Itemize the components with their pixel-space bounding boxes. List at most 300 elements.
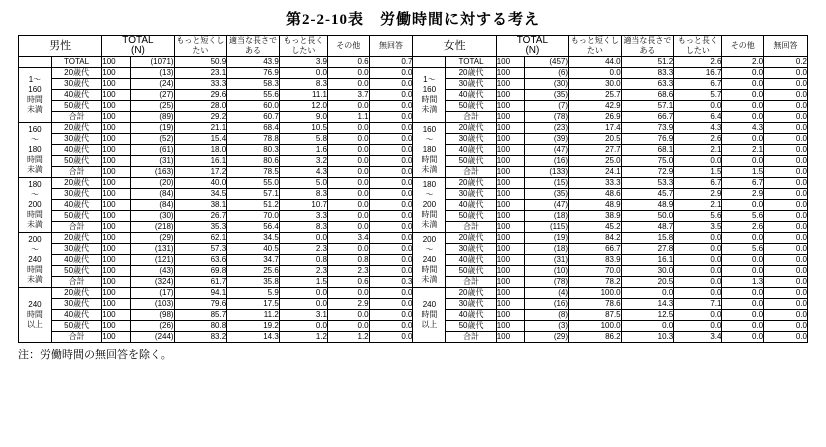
row-value-f-3: 0.0 [722,156,764,167]
row-base-100: 100 [102,266,130,277]
row-value-1: 55.0 [227,178,280,189]
row-value-f-2: 6.4 [674,112,722,123]
row-base-100: 100 [102,310,130,321]
row-value-f-3: 0.0 [722,90,764,101]
row-value-f-4: 0.0 [764,332,808,343]
row-sample-n-f: (16) [525,156,569,167]
row-value-2: 10.5 [279,123,327,134]
row-group-label: 1～ 160 時間 未満 [19,68,52,123]
header-total-label: TOTAL [122,35,154,46]
row-value-f-1: 16.1 [621,255,674,266]
header-male-noanswer: 無回答 [369,36,413,57]
row-value-f-3: 0.0 [722,332,764,343]
header-female-noanswer: 無回答 [764,36,808,57]
row-value-f-4: 0.0 [764,112,808,123]
table-note: 注：労働時間の無回答を除く。 [18,349,172,361]
row-value-3: 0.8 [327,255,369,266]
row-age-label: 30歳代 [51,244,101,255]
row-value-f-4: 0.0 [764,101,808,112]
row-value-4: 0.0 [369,211,413,222]
row-age-label-f: 50歳代 [446,321,496,332]
row-value-f-4: 0.0 [764,222,808,233]
row-value-f-1: 20.5 [621,277,674,288]
row-value-1: 55.6 [227,90,280,101]
row-base-100: 100 [102,57,130,68]
row-value-f-2: 2.6 [674,134,722,145]
row-base-100-f: 100 [496,288,524,299]
row-value-1: 78.8 [227,134,280,145]
row-value-1: 35.8 [227,277,280,288]
row-value-f-2: 7.1 [674,299,722,310]
row-base-100: 100 [102,123,130,134]
row-value-0: 33.3 [174,79,227,90]
row-value-3: 0.0 [327,200,369,211]
row-value-f-2: 0.0 [674,266,722,277]
row-sample-n: (13) [130,68,174,79]
header-total-n-f: (N) [525,45,540,56]
row-value-1: 14.3 [227,332,280,343]
row-value-f-4: 0.0 [764,233,808,244]
row-value-0: 18.0 [174,145,227,156]
row-base-100: 100 [102,178,130,189]
header-male-other: その他 [327,36,369,57]
row-value-f-1: 48.7 [621,222,674,233]
row-age-label-f: 30歳代 [446,299,496,310]
row-value-f-4: 0.0 [764,145,808,156]
row-base-100-f: 100 [496,145,524,156]
row-value-1: 80.6 [227,156,280,167]
row-value-f-0: 86.2 [569,332,622,343]
row-age-label: TOTAL [51,57,101,68]
row-sample-n: (30) [130,211,174,222]
row-age-label: 20歳代 [51,68,101,79]
row-value-f-3: 0.0 [722,266,764,277]
row-value-f-4: 0.0 [764,90,808,101]
row-sample-n-f: (47) [525,200,569,211]
row-value-f-1: 50.0 [621,211,674,222]
row-age-label: 合計 [51,277,101,288]
row-value-1: 68.4 [227,123,280,134]
row-sample-n-f: (10) [525,266,569,277]
row-value-f-3: 4.3 [722,123,764,134]
row-value-4: 0.0 [369,332,413,343]
row-value-3: 3.4 [327,233,369,244]
row-age-label: 50歳代 [51,211,101,222]
row-value-1: 57.1 [227,189,280,200]
row-value-f-0: 83.9 [569,255,622,266]
row-value-3: 0.0 [327,222,369,233]
row-value-2: 5.0 [279,178,327,189]
row-value-0: 94.1 [174,288,227,299]
row-value-1: 60.7 [227,112,280,123]
row-base-100-f: 100 [496,266,524,277]
row-sample-n: (131) [130,244,174,255]
row-value-1: 17.5 [227,299,280,310]
row-sample-n-f: (133) [525,167,569,178]
row-value-f-0: 70.0 [569,266,622,277]
row-value-2: 3.3 [279,211,327,222]
header-male-longer: もっと長くしたい [279,36,327,57]
row-value-4: 0.0 [369,310,413,321]
row-value-f-4: 0.0 [764,200,808,211]
row-group-label-female: 1～ 160 時間 未満 [413,68,446,123]
row-value-f-2: 3.4 [674,332,722,343]
row-value-4: 0.0 [369,178,413,189]
row-value-f-3: 0.0 [722,288,764,299]
row-age-label-f: 20歳代 [446,233,496,244]
row-value-f-2: 2.1 [674,200,722,211]
row-value-f-1: 72.9 [621,167,674,178]
row-sample-n: (17) [130,288,174,299]
row-value-0: 61.7 [174,277,227,288]
row-value-2: 0.0 [279,299,327,310]
row-base-100-f: 100 [496,310,524,321]
row-sample-n: (84) [130,200,174,211]
row-value-3: 0.0 [327,123,369,134]
row-value-f-0: 25.7 [569,90,622,101]
table-row [19,123,808,134]
row-base-100-f: 100 [496,189,524,200]
row-age-label: 40歳代 [51,90,101,101]
header-female-adequate: 適当な長さである [621,36,674,57]
row-value-2: 2.3 [279,266,327,277]
row-age-label-f: 50歳代 [446,211,496,222]
row-value-2: 1.6 [279,145,327,156]
row-value-f-3: 0.0 [722,134,764,145]
page-title: 第2-2-10表 労働時間に対する考え [286,12,540,28]
table-row [19,68,808,79]
row-value-3: 2.9 [327,299,369,310]
row-value-0: 35.3 [174,222,227,233]
row-value-f-3: 0.0 [722,101,764,112]
row-group-label: 180 ～ 200 時間 未満 [19,178,52,233]
row-value-f-0: 25.0 [569,156,622,167]
row-base-100: 100 [102,222,130,233]
row-value-1: 34.7 [227,255,280,266]
row-value-f-3: 2.9 [722,189,764,200]
row-value-f-2: 4.3 [674,123,722,134]
row-value-2: 0.0 [279,288,327,299]
table-header [19,36,808,57]
row-sample-n-f: (115) [525,222,569,233]
row-value-f-1: 68.1 [621,145,674,156]
row-sample-n-f: (18) [525,244,569,255]
row-value-2: 12.0 [279,101,327,112]
row-value-f-3: 0.0 [722,255,764,266]
row-value-2: 8.3 [279,189,327,200]
row-sample-n-f: (6) [525,68,569,79]
table-body [19,57,808,343]
row-value-f-1: 51.2 [621,57,674,68]
row-value-4: 0.0 [369,222,413,233]
row-base-100-f: 100 [496,332,524,343]
row-value-3: 0.0 [327,68,369,79]
row-value-f-0: 42.9 [569,101,622,112]
row-value-4: 0.3 [369,277,413,288]
row-age-label-f: 20歳代 [446,288,496,299]
row-base-100-f: 100 [496,299,524,310]
row-value-f-0: 44.0 [569,57,622,68]
row-base-100: 100 [102,299,130,310]
row-value-2: 3.2 [279,156,327,167]
row-value-f-1: 63.3 [621,79,674,90]
row-age-label-f: 20歳代 [446,123,496,134]
row-value-0: 57.3 [174,244,227,255]
row-age-label-f: 30歳代 [446,79,496,90]
row-value-4: 0.0 [369,266,413,277]
row-value-3: 1.2 [327,332,369,343]
row-sample-n: (31) [130,156,174,167]
row-sample-n: (324) [130,277,174,288]
row-value-f-2: 5.6 [674,211,722,222]
row-value-f-3: 2.0 [722,57,764,68]
row-age-label-f: 40歳代 [446,90,496,101]
row-age-label-f: 20歳代 [446,178,496,189]
row-sample-n: (24) [130,79,174,90]
row-value-f-0: 48.6 [569,189,622,200]
row-base-100: 100 [102,167,130,178]
row-value-f-2: 0.0 [674,321,722,332]
row-sample-n-f: (3) [525,321,569,332]
row-group-label-female: 180 ～ 200 時間 未満 [413,178,446,233]
row-sample-n-f: (23) [525,123,569,134]
row-base-100-f: 100 [496,222,524,233]
row-value-0: 29.6 [174,90,227,101]
row-value-3: 1.1 [327,112,369,123]
row-sample-n-f: (30) [525,79,569,90]
row-group-label: 160 ～ 180 時間 未満 [19,123,52,178]
row-sample-n-f: (39) [525,134,569,145]
row-value-f-2: 6.7 [674,79,722,90]
row-age-label-f: 合計 [446,112,496,123]
row-value-4: 0.0 [369,288,413,299]
row-base-100: 100 [102,68,130,79]
row-sample-n-f: (4) [525,288,569,299]
row-value-0: 29.2 [174,112,227,123]
row-value-1: 51.2 [227,200,280,211]
row-value-3: 0.0 [327,101,369,112]
row-value-f-2: 0.0 [674,156,722,167]
row-value-f-0: 0.0 [569,68,622,79]
row-sample-n: (121) [130,255,174,266]
row-age-label-f: 40歳代 [446,310,496,321]
row-value-f-4: 0.0 [764,79,808,90]
row-value-0: 40.0 [174,178,227,189]
header-female-total [496,36,568,57]
row-value-1: 19.2 [227,321,280,332]
row-value-1: 11.2 [227,310,280,321]
row-sample-n-f: (31) [525,255,569,266]
row-value-3: 0.0 [327,145,369,156]
row-age-label: 30歳代 [51,299,101,310]
row-value-3: 0.0 [327,288,369,299]
header-male: 男性 [19,36,102,57]
row-age-label: 50歳代 [51,101,101,112]
row-sample-n: (26) [130,321,174,332]
row-group-label: 240 時間 以上 [19,288,52,343]
header-male-shorter: もっと短くしたい [174,36,227,57]
row-value-f-4: 0.0 [764,167,808,178]
row-value-f-1: 12.5 [621,310,674,321]
row-value-f-3: 0.0 [722,79,764,90]
row-value-f-3: 2.1 [722,145,764,156]
row-age-label-f: 40歳代 [446,145,496,156]
header-female-longer: もっと長くしたい [674,36,722,57]
row-base-100: 100 [102,321,130,332]
row-age-label: 30歳代 [51,134,101,145]
row-value-1: 80.3 [227,145,280,156]
row-age-label: 合計 [51,167,101,178]
row-base-100: 100 [102,189,130,200]
row-sample-n-f: (29) [525,332,569,343]
row-sample-n: (218) [130,222,174,233]
row-value-3: 0.6 [327,277,369,288]
row-base-100-f: 100 [496,233,524,244]
row-value-f-3: 1.5 [722,167,764,178]
row-age-label-f: 50歳代 [446,101,496,112]
row-sample-n: (244) [130,332,174,343]
row-value-0: 80.8 [174,321,227,332]
row-value-0: 17.2 [174,167,227,178]
row-value-f-4: 0.0 [764,156,808,167]
row-age-label-f: 40歳代 [446,200,496,211]
row-age-label: 40歳代 [51,310,101,321]
row-age-label-f: 50歳代 [446,156,496,167]
work-hours-table [18,35,808,343]
row-value-f-1: 0.0 [621,321,674,332]
row-value-f-4: 0.0 [764,288,808,299]
row-sample-n-f: (15) [525,178,569,189]
row-base-100-f: 100 [496,57,524,68]
row-sample-n: (29) [130,233,174,244]
row-age-label: 合計 [51,332,101,343]
row-group-label [19,57,52,68]
row-base-100-f: 100 [496,211,524,222]
row-sample-n: (61) [130,145,174,156]
row-value-f-4: 0.0 [764,134,808,145]
row-value-2: 1.5 [279,277,327,288]
row-value-f-2: 2.6 [674,57,722,68]
row-value-f-1: 75.0 [621,156,674,167]
row-value-2: 1.2 [279,332,327,343]
row-value-0: 50.9 [174,57,227,68]
row-sample-n-f: (35) [525,189,569,200]
row-value-f-2: 16.7 [674,68,722,79]
row-value-4: 0.0 [369,189,413,200]
row-base-100: 100 [102,134,130,145]
row-base-100: 100 [102,277,130,288]
row-base-100-f: 100 [496,277,524,288]
row-age-label: 30歳代 [51,189,101,200]
row-value-1: 76.9 [227,68,280,79]
row-sample-n: (103) [130,299,174,310]
row-base-100-f: 100 [496,123,524,134]
row-group-label: 200 ～ 240 時間 未満 [19,233,52,288]
row-value-3: 0.0 [327,79,369,90]
row-sample-n: (43) [130,266,174,277]
row-value-4: 0.0 [369,244,413,255]
row-age-label: 合計 [51,222,101,233]
row-value-0: 34.5 [174,189,227,200]
row-sample-n-f: (7) [525,101,569,112]
row-value-4: 0.0 [369,299,413,310]
row-value-1: 34.5 [227,233,280,244]
row-value-2: 0.0 [279,68,327,79]
row-value-f-0: 66.7 [569,244,622,255]
row-value-0: 79.6 [174,299,227,310]
row-sample-n-f: (78) [525,277,569,288]
row-age-label: 20歳代 [51,233,101,244]
row-value-f-0: 78.2 [569,277,622,288]
row-base-100-f: 100 [496,200,524,211]
row-value-2: 5.8 [279,134,327,145]
row-value-f-1: 48.9 [621,200,674,211]
row-value-f-0: 17.4 [569,123,622,134]
row-value-1: 5.9 [227,288,280,299]
row-value-4: 0.0 [369,167,413,178]
row-value-4: 0.0 [369,123,413,134]
row-value-f-0: 24.1 [569,167,622,178]
row-value-f-3: 5.6 [722,244,764,255]
row-value-2: 3.9 [279,57,327,68]
row-value-4: 0.0 [369,112,413,123]
row-sample-n-f: (18) [525,211,569,222]
row-age-label-f: 30歳代 [446,134,496,145]
row-base-100-f: 100 [496,255,524,266]
row-base-100-f: 100 [496,156,524,167]
row-value-0: 83.2 [174,332,227,343]
row-value-f-3: 0.0 [722,112,764,123]
row-age-label-f: 20歳代 [446,68,496,79]
row-value-f-1: 30.0 [621,266,674,277]
row-sample-n: (1071) [130,57,174,68]
row-base-100: 100 [102,200,130,211]
header-female: 女性 [413,36,496,57]
row-value-4: 0.0 [369,68,413,79]
row-age-label: 50歳代 [51,266,101,277]
row-value-3: 3.7 [327,90,369,101]
row-base-100-f: 100 [496,112,524,123]
row-value-f-0: 30.0 [569,79,622,90]
table-row [19,288,808,299]
row-value-f-1: 27.8 [621,244,674,255]
row-value-f-2: 0.0 [674,277,722,288]
row-sample-n: (163) [130,167,174,178]
row-age-label: 40歳代 [51,145,101,156]
row-base-100: 100 [102,211,130,222]
row-value-0: 15.4 [174,134,227,145]
row-value-2: 8.3 [279,79,327,90]
row-value-2: 0.0 [279,233,327,244]
row-value-1: 78.5 [227,167,280,178]
row-value-3: 0.0 [327,134,369,145]
row-value-f-4: 0.0 [764,189,808,200]
row-sample-n-f: (19) [525,233,569,244]
row-value-f-4: 0.0 [764,178,808,189]
row-value-f-4: 0.0 [764,310,808,321]
row-sample-n: (89) [130,112,174,123]
row-base-100: 100 [102,101,130,112]
row-value-f-0: 26.9 [569,112,622,123]
row-age-label: 50歳代 [51,156,101,167]
row-value-4: 0.0 [369,233,413,244]
row-value-4: 0.0 [369,145,413,156]
row-value-f-2: 5.7 [674,90,722,101]
row-value-f-0: 78.6 [569,299,622,310]
row-base-100-f: 100 [496,90,524,101]
row-value-f-3: 5.6 [722,211,764,222]
row-value-f-2: 0.0 [674,288,722,299]
